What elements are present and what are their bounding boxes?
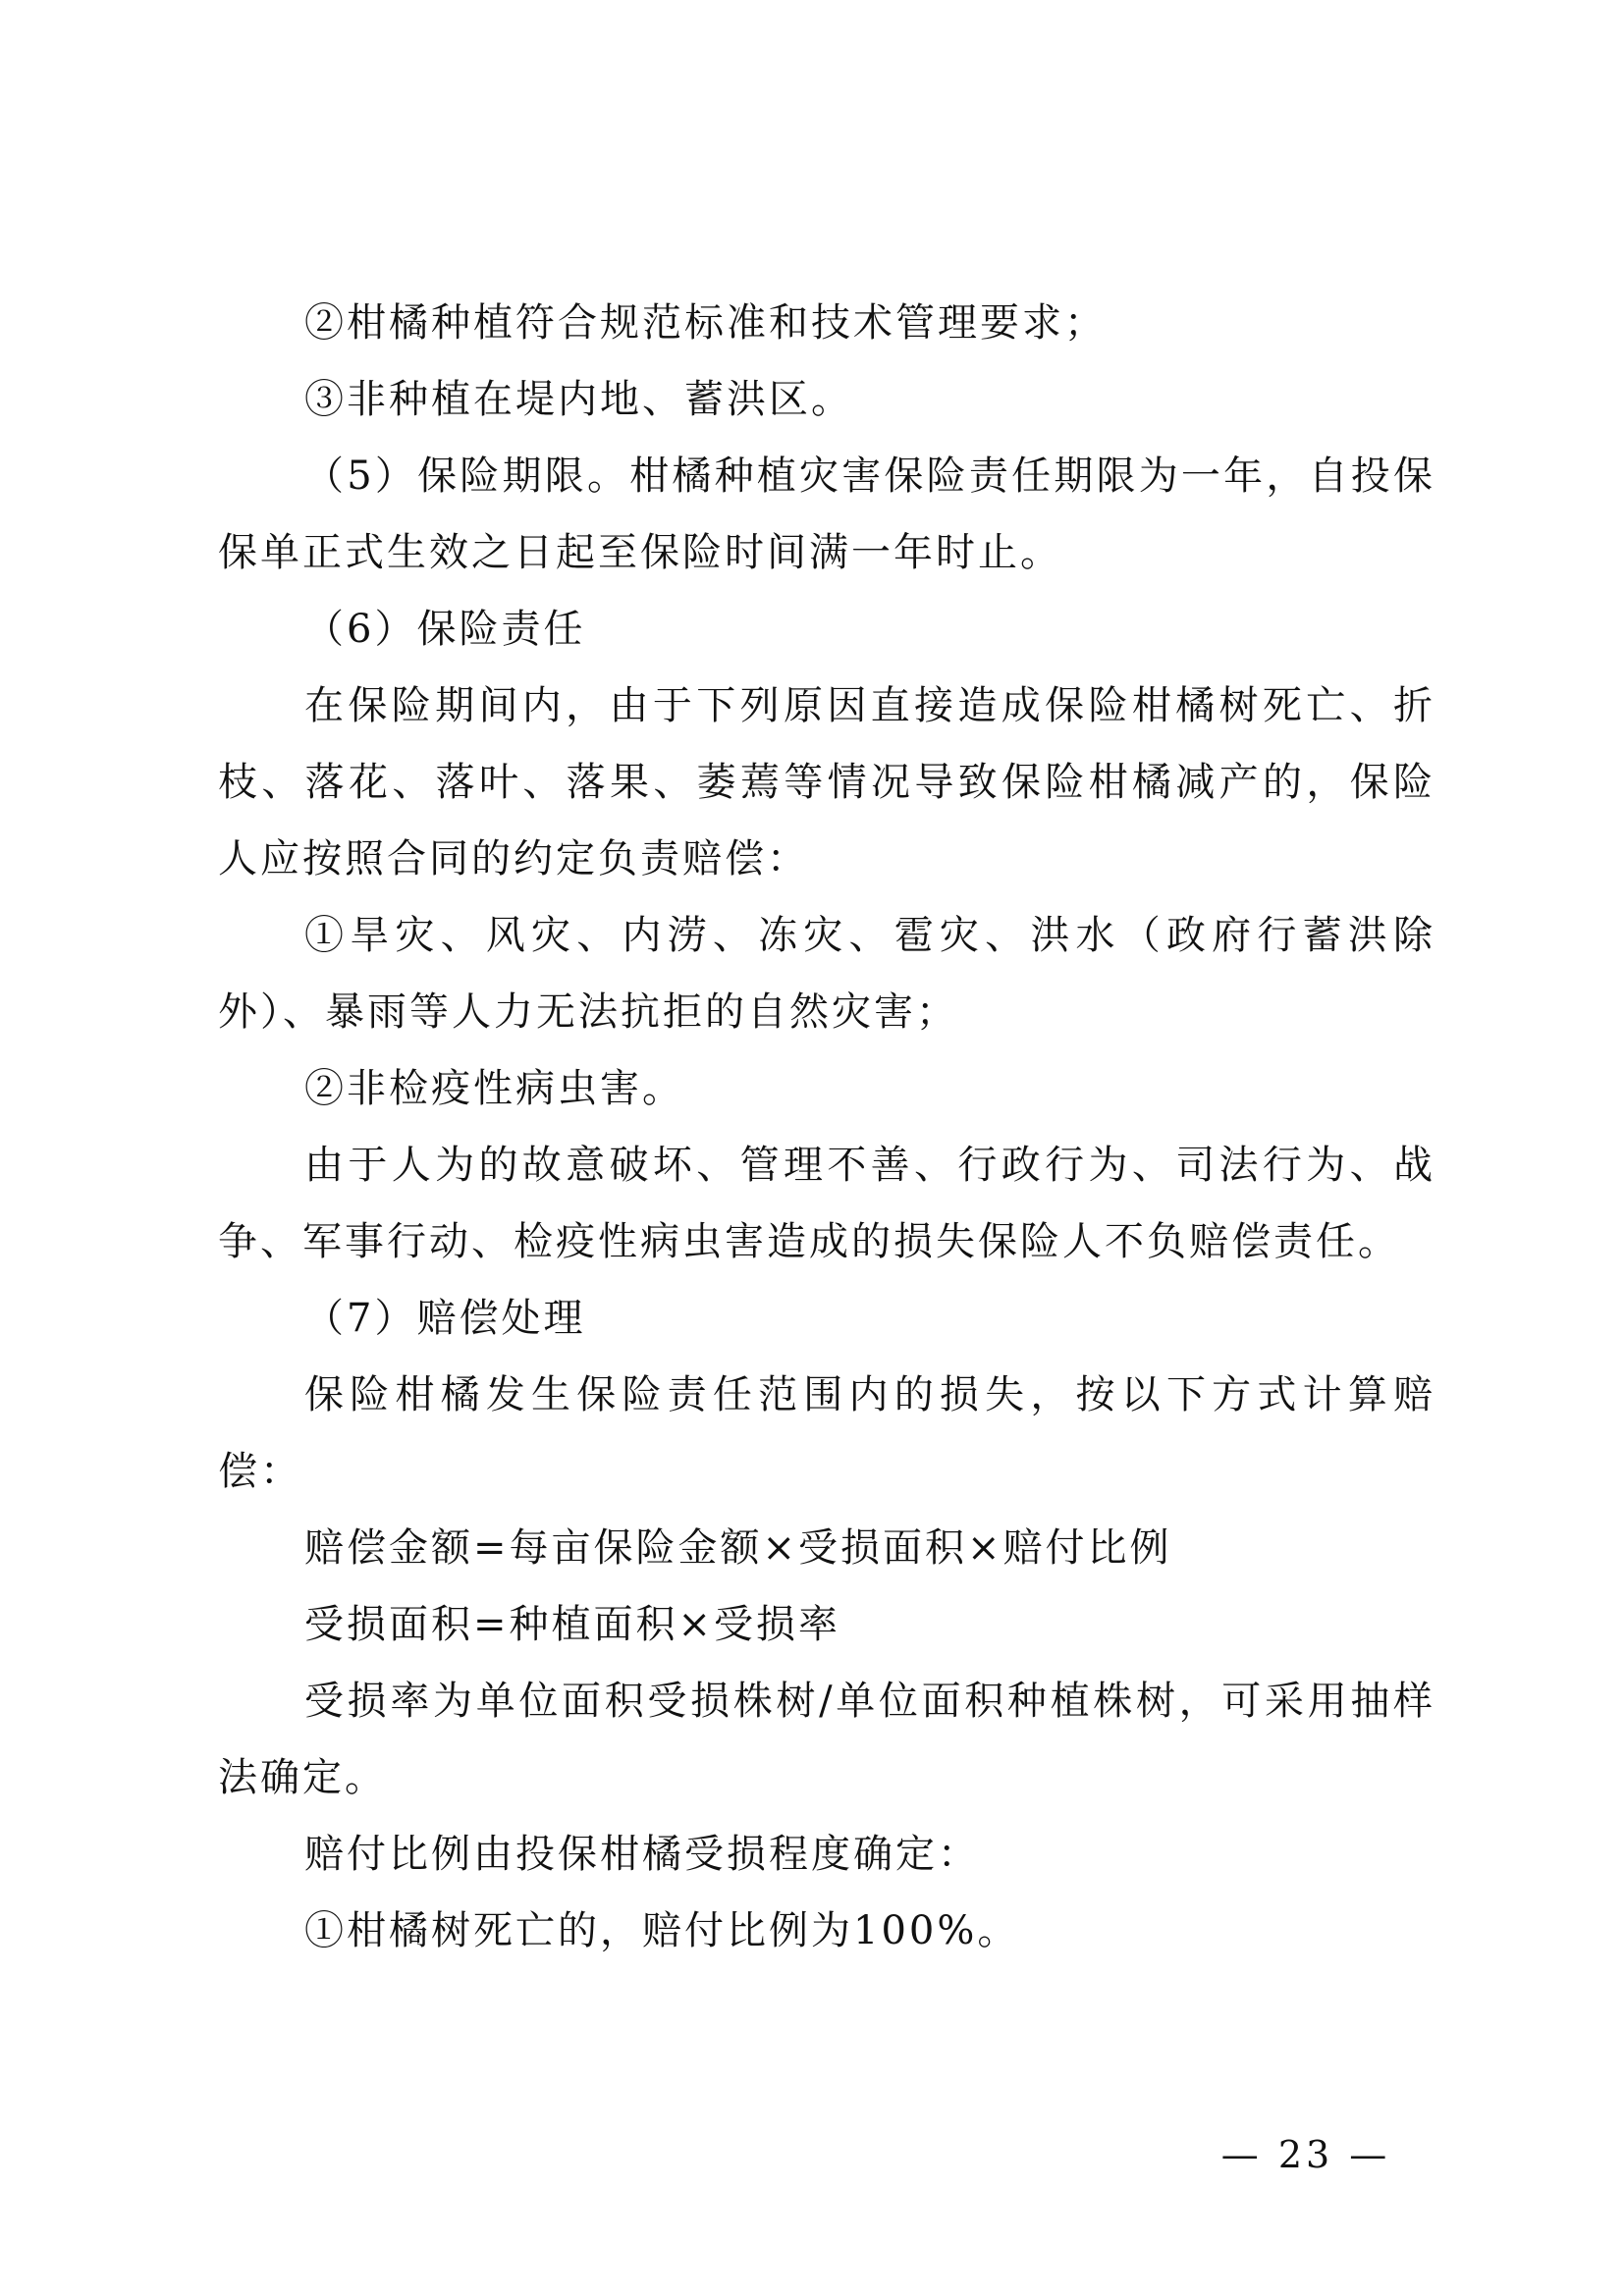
paragraph-compensation-intro: 保险柑橘发生保险责任范围内的损失，按以下方式计算赔偿： [218,1372,1435,1494]
paragraph-payout-ratio: 赔付比例由投保柑橘受损程度确定： [304,1832,980,1877]
paragraph-tree-death-payout: ①柑橘树死亡的，赔付比例为100%。 [304,1908,1020,1953]
paragraph-damage-rate: 受损率为单位面积受损株树/单位面积种植株树，可采用抽样法确定。 [218,1679,1435,1800]
paragraph-insurance-period: （5）保险期限。柑橘种植灾害保险责任期限为一年，自投保保单正式生效之日起至保险时间满一年时止。 [218,454,1435,575]
document-body [218,285,1435,1969]
section-heading-compensation: （7）赔偿处理 [304,1296,586,1341]
paragraph-natural-disasters: ①旱灾、风灾、内涝、冻灾、雹灾、洪水（政府行蓄洪除外）、暴雨等人力无法抗拒的自然灾害； [218,913,1435,1035]
formula-compensation-amount: 赔偿金额=每亩保险金额×受损面积×赔付比例 [304,1525,1172,1571]
paragraph-flood-area-exclusion: ③非种植在堤内地、蓄洪区。 [304,377,853,422]
section-heading-insurance-liability: （6）保险责任 [304,607,586,652]
formula-damaged-area: 受损面积=种植面积×受损率 [304,1602,841,1647]
paragraph-liability-intro: 在保险期间内，由于下列原因直接造成保险柑橘树死亡、折枝、落花、落叶、落果、萎蔫等情况导致保险柑橘减产的，保险人应按照合同的约定负责赔偿： [218,683,1435,881]
paragraph-non-quarantine-pests: ②非检疫性病虫害。 [304,1066,684,1111]
page-number: — 23 — [1220,2133,1391,2176]
paragraph-exclusions: 由于人为的故意破坏、管理不善、行政行为、司法行为、战争、军事行动、检疫性病虫害造成的损失保险人不负赔偿责任。 [218,1143,1435,1264]
paragraph-standard-requirement: ②柑橘种植符合规范标准和技术管理要求； [304,300,1107,346]
